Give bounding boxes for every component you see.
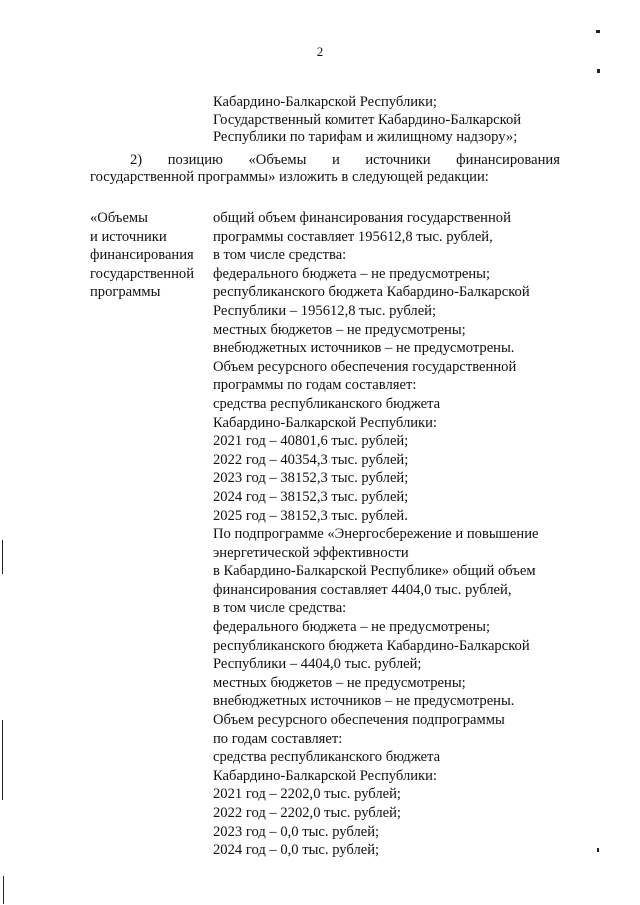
content-line: 2022 год – 40354,3 тыс. рублей;: [213, 451, 409, 468]
content-line: в том числе средства:: [213, 247, 347, 264]
item-2-first-line: [90, 152, 560, 169]
position-label-column: [90, 209, 208, 302]
item-2-word: финансирования: [456, 152, 560, 168]
content-line: местных бюджетов – не предусмотрены;: [213, 674, 466, 691]
page-number: 2: [316, 44, 324, 59]
item-2-paragraph: [90, 152, 560, 186]
scan-mark: [3, 876, 4, 904]
scan-mark: [597, 69, 600, 73]
label-line: государственной: [90, 265, 195, 282]
label-line: и источники: [90, 228, 167, 245]
content-line: финансирования составляет 4404,0 тыс. рублей,: [213, 581, 512, 598]
content-line: 2023 год – 0,0 тыс. рублей;: [213, 823, 380, 840]
content-line: федерального бюджета – не предусмотрены;: [213, 265, 491, 282]
label-line: финансирования: [90, 247, 194, 264]
intro-line: Кабардино-Балкарской Республики;: [213, 94, 437, 110]
content-line: общий объем финансирования государственной: [213, 210, 511, 226]
content-line: 2024 год – 0,0 тыс. рублей;: [213, 842, 380, 859]
scan-mark: [597, 848, 599, 852]
content-line: 2021 год – 2202,0 тыс. рублей;: [213, 786, 401, 803]
label-line: «Объемы: [90, 210, 148, 226]
content-line: Объем ресурсного обеспечения государственной: [213, 358, 517, 375]
scan-mark: [2, 540, 3, 574]
content-line: местных бюджетов – не предусмотрены;: [213, 321, 466, 338]
intro-line: Государственный комитет Кабардино-Балкарской: [213, 111, 522, 128]
content-line: республиканского бюджета Кабардино-Балкарской: [213, 284, 530, 301]
content-line: внебюджетных источников – не предусмотрены.: [213, 340, 515, 357]
content-line: 2021 год – 40801,6 тыс. рублей;: [213, 433, 409, 450]
content-line: в том числе средства:: [213, 600, 347, 617]
content-line: внебюджетных источников – не предусмотрены.: [213, 693, 515, 710]
content-line: Кабардино-Балкарской Республики:: [213, 767, 437, 784]
content-line: Объем ресурсного обеспечения подпрограммы: [213, 712, 505, 729]
content-line: энергетической эффективности: [213, 544, 409, 561]
content-line: средства республиканского бюджета: [213, 749, 441, 766]
item-2-word: источники: [365, 152, 431, 168]
content-line: 2024 год – 38152,3 тыс. рублей;: [213, 488, 409, 505]
scan-mark: [2, 720, 3, 800]
intro-block: [213, 94, 573, 147]
item-2-word: «Объемы: [248, 152, 307, 168]
item-2-second-line: государственной программы» изложить в следующей редакции:: [90, 169, 489, 185]
item-2-word: 2): [130, 152, 143, 168]
intro-line: Республики по тарифам и жилищному надзору»;: [213, 129, 518, 145]
item-2-word: позицию: [167, 152, 223, 168]
content-line: по годам составляет:: [213, 730, 343, 747]
label-line: программы: [90, 284, 161, 301]
content-line: Республики – 195612,8 тыс. рублей;: [213, 302, 437, 319]
content-line: федерального бюджета – не предусмотрены;: [213, 619, 491, 636]
content-line: средства республиканского бюджета: [213, 395, 441, 412]
item-2-word: и: [332, 152, 340, 168]
content-line: программы по годам составляет:: [213, 377, 417, 394]
content-line: Кабардино-Балкарской Республики:: [213, 414, 437, 431]
content-line: в Кабардино-Балкарской Республике» общий объем: [213, 563, 536, 580]
content-line: республиканского бюджета Кабардино-Балкарской: [213, 637, 530, 654]
position-content-column: [213, 209, 573, 860]
content-line: программы составляет 195612,8 тыс. рублей,: [213, 228, 493, 245]
content-line: 2023 год – 38152,3 тыс. рублей;: [213, 470, 409, 487]
content-line: 2025 год – 38152,3 тыс. рублей.: [213, 507, 408, 524]
content-line: По подпрограмме «Энергосбережение и повышение: [213, 526, 539, 543]
content-line: 2022 год – 2202,0 тыс. рублей;: [213, 805, 401, 821]
content-line: Республики – 4404,0 тыс. рублей;: [213, 656, 422, 673]
scan-mark: [596, 30, 600, 33]
